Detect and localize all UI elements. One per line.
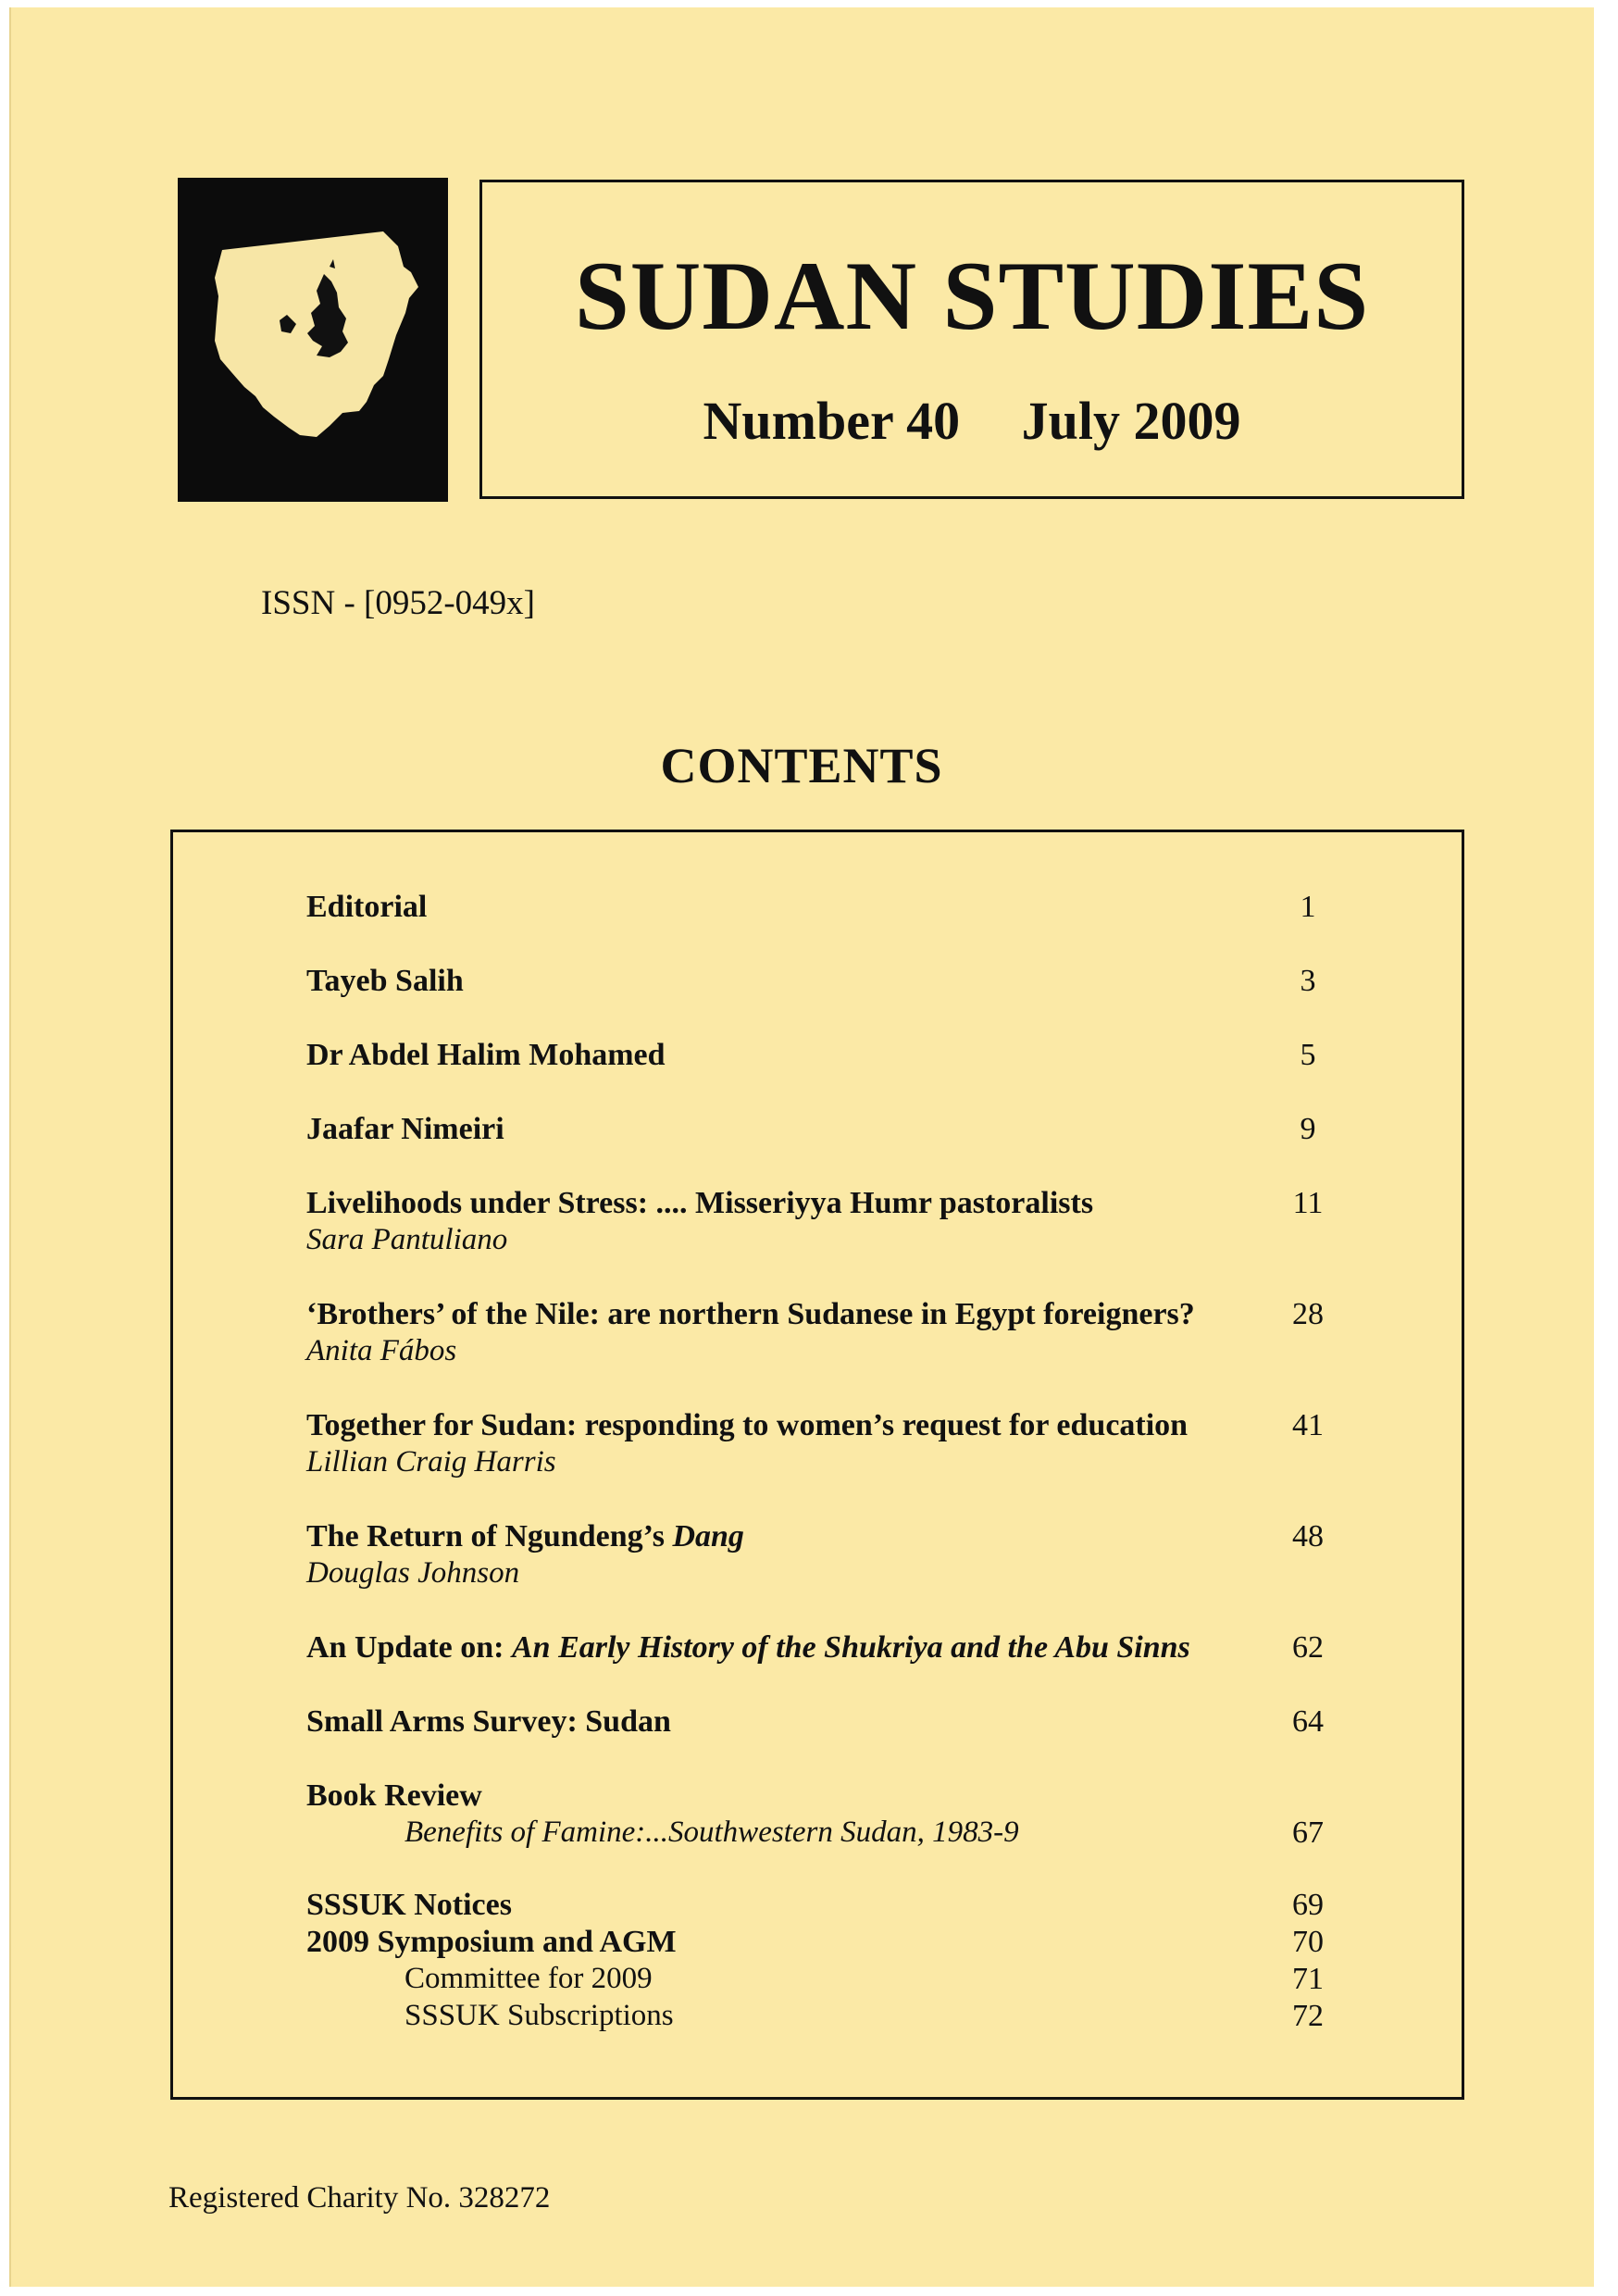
issue-number: Number 40: [703, 391, 961, 451]
toc-page: 1: [1300, 890, 1316, 924]
toc-title: [306, 1630, 1190, 1666]
masthead: [479, 180, 1464, 499]
toc-page: 72: [1292, 1999, 1324, 2033]
journal-title: SUDAN STUDIES: [574, 242, 1370, 350]
toc-title: [306, 1519, 744, 1554]
toc-author: Douglas Johnson: [306, 1556, 520, 1590]
toc-subtitle: Benefits of Famine:...Southwestern Sudan, 1983-9: [404, 1816, 1019, 1849]
toc-title: ‘Brothers’ of the Nile: are northern Sudanese in Egypt foreigners?: [306, 1297, 1195, 1331]
toc-title: Tayeb Salih: [306, 964, 464, 998]
toc-page: 41: [1292, 1408, 1324, 1442]
toc-page: 48: [1292, 1519, 1324, 1554]
issue-line: [482, 390, 1462, 452]
charity-number: Registered Charity No. 328272: [168, 2181, 551, 2215]
toc-author: Anita Fábos: [306, 1334, 457, 1367]
toc-title-roman: An Update on:: [306, 1630, 512, 1665]
toc-page: 70: [1292, 1925, 1324, 1959]
journal-cover: [9, 7, 1594, 2287]
toc-title: SSSUK Subscriptions: [404, 1999, 674, 2032]
sudan-outline-icon: [178, 178, 448, 502]
toc-title: SSSUK Notices: [306, 1888, 512, 1922]
toc-title-roman: The Return of Ngundeng’s: [306, 1519, 673, 1554]
toc-title-italic: Dang: [672, 1519, 744, 1554]
toc-title: Committee for 2009: [404, 1962, 653, 1995]
toc-title: Editorial: [306, 890, 428, 924]
toc-title: Small Arms Survey: Sudan: [306, 1704, 671, 1739]
toc-page: 71: [1292, 1962, 1324, 1996]
toc-page: 9: [1300, 1112, 1316, 1146]
sudan-map-logo: [178, 178, 448, 502]
toc-page: 5: [1300, 1038, 1316, 1072]
toc-title: Jaafar Nimeiri: [306, 1112, 504, 1146]
table-of-contents: [170, 830, 1464, 2100]
toc-title: Book Review: [306, 1778, 482, 1813]
toc-page: 67: [1292, 1816, 1324, 1850]
contents-heading: CONTENTS: [660, 738, 943, 793]
toc-author: Lillian Craig Harris: [306, 1445, 556, 1479]
toc-title: Together for Sudan: responding to women’s request for education: [306, 1408, 1189, 1442]
issue-date: July 2009: [1021, 391, 1241, 451]
toc-author: Sara Pantuliano: [306, 1223, 508, 1256]
toc-title: Dr Abdel Halim Mohamed: [306, 1038, 666, 1072]
toc-page: 28: [1292, 1297, 1324, 1331]
toc-page: 62: [1292, 1630, 1324, 1665]
toc-title: 2009 Symposium and AGM: [306, 1925, 677, 1959]
toc-page: 3: [1300, 964, 1316, 998]
toc-title-italic: An Early History of the Shukriya and the Abu Sinns: [511, 1630, 1190, 1665]
toc-title: Livelihoods under Stress: .... Misseriyya Humr pastoralists: [306, 1186, 1094, 1220]
toc-page: 69: [1292, 1888, 1324, 1922]
issn: ISSN - [0952-049x]: [261, 584, 535, 622]
toc-page: 64: [1292, 1704, 1324, 1739]
toc-page: 11: [1292, 1186, 1324, 1220]
